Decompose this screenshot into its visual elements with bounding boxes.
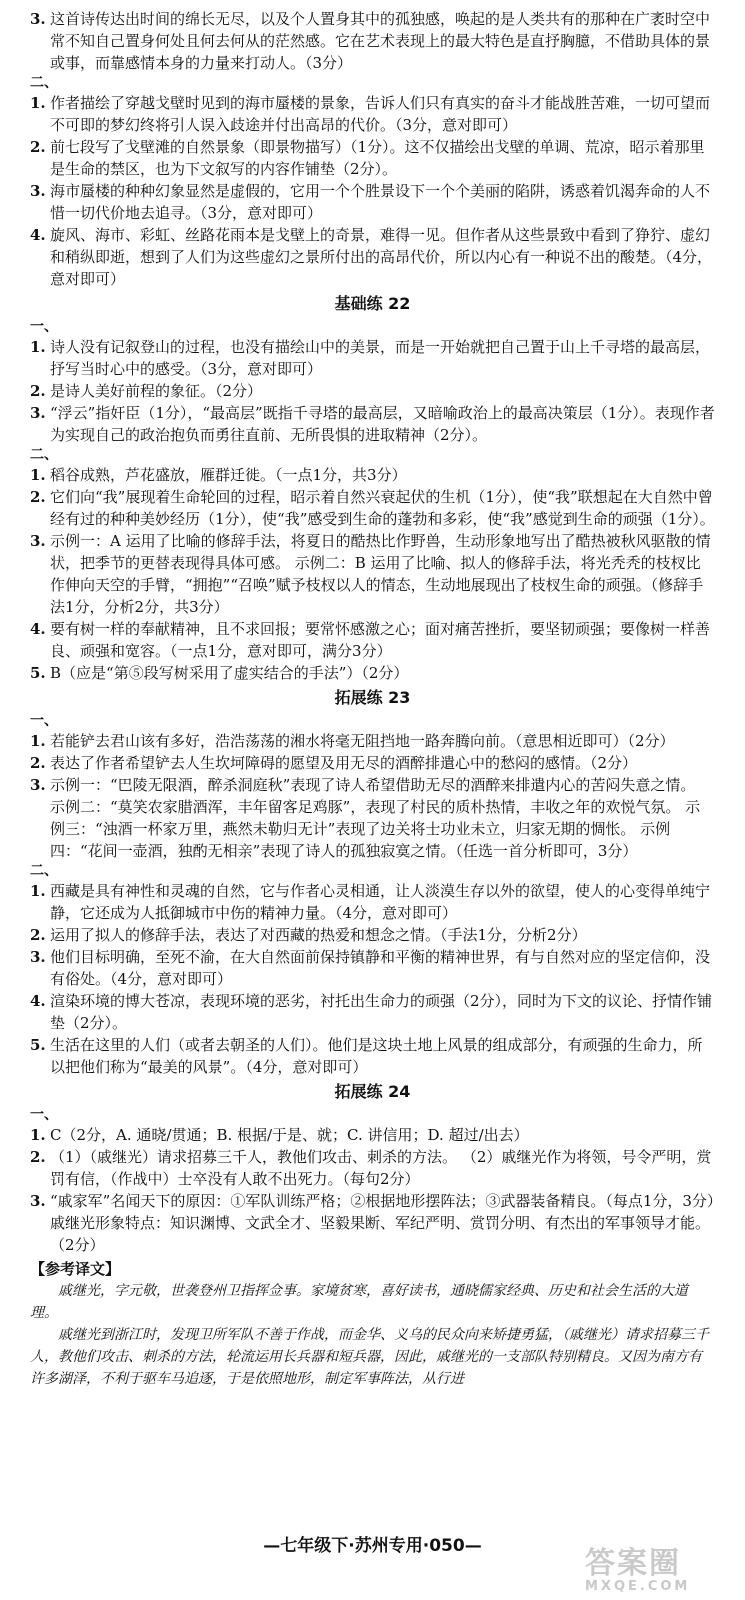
answer-item [30,618,715,662]
item-text: B（应是“第⑤段写树采用了虚实结合的手法”）（2分） [50,664,409,682]
item-number: 2. [30,488,46,506]
item-number: 3. [30,10,46,28]
section-mark: 二、 [30,447,58,463]
item-text: 示例一：“巴陵无限酒，醉杀洞庭秋”表现了诗人希望借助无尽的酒醉来排遣内心的苦闷失意之情。 示例二：“莫笑农家腊酒浑，丰年留客足鸡豚”，表现了村民的质朴热情，丰收之年的欢悦气氛。 示例三：“浊酒一杯家万里，燕然未勒归无计”表现了边关将士功业未立，归家无期的惆怅。 示例四：“花间一壶酒，独酌无相亲”表现了诗人的孤独寂寞之情。（任选一首分析即可，3分） [50,776,701,860]
item-number: 1. [30,882,46,900]
item-text: 西藏是具有神性和灵魂的自然，它与作者心灵相通，让人淡漠生存以外的欲望，使人的心变得单纯宁静，它还成为人抵御城市中伤的精神力量。（4分，意对即可） [50,882,711,922]
answer-item [30,8,715,74]
item-number: 1. [30,466,46,484]
item-text: 运用了拟人的修辞手法，表达了对西藏的热爱和想念之情。（手法1分，分析2分） [50,926,587,944]
section-two [30,862,715,1078]
item-text: 前七段写了戈壁滩的自然景象（即景物描写）（1分）。这不仅描绘出戈壁的单调、荒凉，昭示着那里是生命的禁区，也为下文叙写的内容作铺垫（2分）。 [50,138,705,178]
item-text: 这首诗传达出时间的绵长无尽，以及个人置身其中的孤独感，唤起的是人类共有的那种在广袤时空中常不知自己置身何处且何去何从的茫然感。它在艺术表现上的最大特色是直抒胸臆，不借助具体的景或事，而靠感情本身的力量来打动人。（3分） [50,10,711,72]
answer-item [30,224,715,290]
answer-item [30,464,715,486]
answer-item [30,1034,715,1078]
section-one [30,318,715,446]
item-number: 2. [30,138,46,156]
section-one [30,1106,715,1256]
answer-item [30,1190,715,1256]
item-number: 2. [30,382,46,400]
section-mark: 二、 [30,863,58,879]
item-text: 要有树一样的奉献精神，且不求回报；要常怀感激之心；面对痛苦挫折，要坚韧顽强；要像树一样善良、顽强和宽容。（一点1分，意对即可，满分3分） [50,620,711,660]
section-mark: 二、 [30,75,58,91]
section-two [30,446,715,684]
answer-item [30,402,715,446]
answer-item [30,924,715,946]
section-mark: 一、 [30,1107,58,1123]
section-two [30,74,715,290]
section-mark: 一、 [30,319,58,335]
item-text: 渲染环境的博大苍凉，表现环境的恶劣，衬托出生命力的顽强（2分），同时为下文的议论、抒情作铺垫（2分）。 [50,992,713,1032]
item-number: 5. [30,664,46,682]
item-text: 作者描绘了穿越戈壁时见到的海市蜃楼的景象，告诉人们只有真实的奋斗才能战胜苦难，一切可望而不可即的梦幻终将引人误入歧途并付出高昂的代价。（3分，意对即可） [50,94,711,134]
page-footer: —七年级下·苏州专用·050— [263,1536,482,1556]
item-number: 1. [30,338,46,356]
item-number: 4. [30,226,46,244]
item-number: 1. [30,94,46,112]
item-text: “戚家军”名闻天下的原因：①军队训练严格；②根据地形摆阵法；③武器装备精良。（每点1分，3分）戚继光形象特点：知识渊博、文武全才、坚毅果断、军纪严明、赏罚分明、有杰出的军事领导才能。（2分） [50,1192,715,1254]
item-text: 生活在这里的人们（或者去朝圣的人们）。他们是这块土地上风景的组成部分，有顽强的生命力，所以把他们称为“最美的风景”。（4分，意对即可） [50,1036,703,1076]
answer-item [30,752,715,774]
item-text: “浮云”指奸臣（1分），“最高层”既指千寻塔的最高层，又暗喻政治上的最高决策层（1分）。表现作者为实现自己的政治抱负而勇往直前、无所畏惧的进取精神（2分）。 [50,404,715,444]
item-number: 1. [30,1126,46,1144]
item-text: 他们目标明确，至死不渝，在大自然面前保持镇静和平衡的精神世界，有与自然对应的坚定信仰，没有俗处。（4分，意对即可） [50,948,711,988]
item-text: 海市蜃楼的种种幻象显然是虚假的，它用一个个胜景设下一个个美丽的陷阱，诱惑着饥渴奔命的人不惜一切代价地去追寻。（3分，意对即可） [50,182,711,222]
answer-item [30,662,715,684]
watermark-text: 答案圈 [585,1546,681,1581]
answer-item [30,1124,715,1146]
item-text: 诗人没有记叙登山的过程，也没有描绘山中的美景，而是一开始就把自己置于山上千寻塔的最高层，抒写当时心中的感受。（3分，意对即可） [50,338,711,378]
answer-item [30,336,715,380]
item-number: 2. [30,754,46,772]
exercise-heading-23: 拓展练 23 [334,688,411,707]
exercise-heading-22: 基础练 22 [334,294,411,313]
item-number: 3. [30,776,46,794]
item-text: （1）（戚继光）请求招募三千人，教他们攻击、刺杀的方法。 （2）戚继光作为将领，号令严明，赏罚有信，（作战中）士卒没有人敢不出死力。（每句2分） [50,1148,712,1188]
answer-item [30,880,715,924]
item-text: 示例一：A 运用了比喻的修辞手法，将夏日的酷热比作野兽，生动形象地写出了酷热被秋风驱散的情状，把季节的更替表现得具体可感。 示例二：B 运用了比喻、拟人的修辞手法，将光秃秃的枝杈比作伸向天空的手臂，“拥抱”“召唤”赋予枝杈以人的情态，生动地展现出了枝杈生命的顽强。（修辞手法1分，分析2分，共3分） [50,532,711,616]
watermark-logo [585,1548,735,1596]
section-one [30,712,715,862]
answer-item [30,180,715,224]
section-mark: 一、 [30,713,58,729]
answer-item [30,380,715,402]
reference-translation-label: 【参考译文】 [30,1260,121,1278]
item-text: 是诗人美好前程的象征。（2分） [50,382,263,400]
answer-item [30,92,715,136]
item-number: 2. [30,926,46,944]
answer-item [30,946,715,990]
answer-item [30,136,715,180]
item-number: 3. [30,532,46,550]
answer-item [30,1146,715,1190]
translation-paragraph: 戚继光，字元敬，世袭登州卫指挥佥事。家境贫寒，喜好读书，通晓儒家经典、历史和社会生活的大道理。 [30,1283,688,1321]
item-text: C（2分，A. 通晓/贯通；B. 根据/于是、就；C. 讲信用；D. 超过/出去） [50,1126,529,1144]
answer-item [30,990,715,1034]
item-number: 3. [30,182,46,200]
item-text: 若能铲去君山该有多好，浩浩荡荡的湘水将毫无阻挡地一路奔腾向前。（意思相近即可）（2分） [50,732,675,750]
item-number: 5. [30,1036,46,1054]
item-number: 1. [30,732,46,750]
item-number: 4. [30,620,46,638]
exercise-heading-24: 拓展练 24 [334,1082,411,1101]
item-text: 旋风、海市、彩虹、丝路花雨本是戈壁上的奇景，难得一见。但作者从这些景致中看到了狰狞、虚幻和稍纵即逝，想到了人们为这些虚幻之景所付出的高昂代价，所以内心有一种说不出的酸楚。（4分，意对即可） [50,226,713,288]
watermark-url: MXQE.COM [585,1579,691,1594]
item-text: 稻谷成熟，芦花盛放，雁群迁徙。（一点1分，共3分） [50,466,407,484]
answer-item [30,530,715,618]
item-number: 4. [30,992,46,1010]
answer-item [30,774,715,862]
translation-paragraph: 戚继光到浙江时，发现卫所军队不善于作战，而金华、义乌的民众向来矫捷勇猛，（戚继光）请求招募三千人，教他们攻击、刺杀的方法，轮流运用长兵器和短兵器，因此，戚继光的一支部队特别精良。又因为南方有许多湖泽，不利于驱车马追逐，于是依照地形，制定军事阵法，从行进 [30,1327,709,1387]
answer-item [30,730,715,752]
item-number: 3. [30,1192,46,1210]
item-text: 表达了作者希望铲去人生坎坷障碍的愿望及用无尽的酒醉排遣心中的愁闷的感情。（2分） [50,754,638,772]
item-number: 3. [30,948,46,966]
answer-item [30,486,715,530]
item-number: 3. [30,404,46,422]
item-text: 它们向“我”展现着生命轮回的过程，昭示着自然兴衰起伏的生机（1分），使“我”联想起在大自然中曾经有过的种种美妙经历（1分），使“我”感受到生命的蓬勃和多彩，使“我”感觉到生命的顽强（1分）。 [50,488,715,528]
item-number: 2. [30,1148,46,1166]
